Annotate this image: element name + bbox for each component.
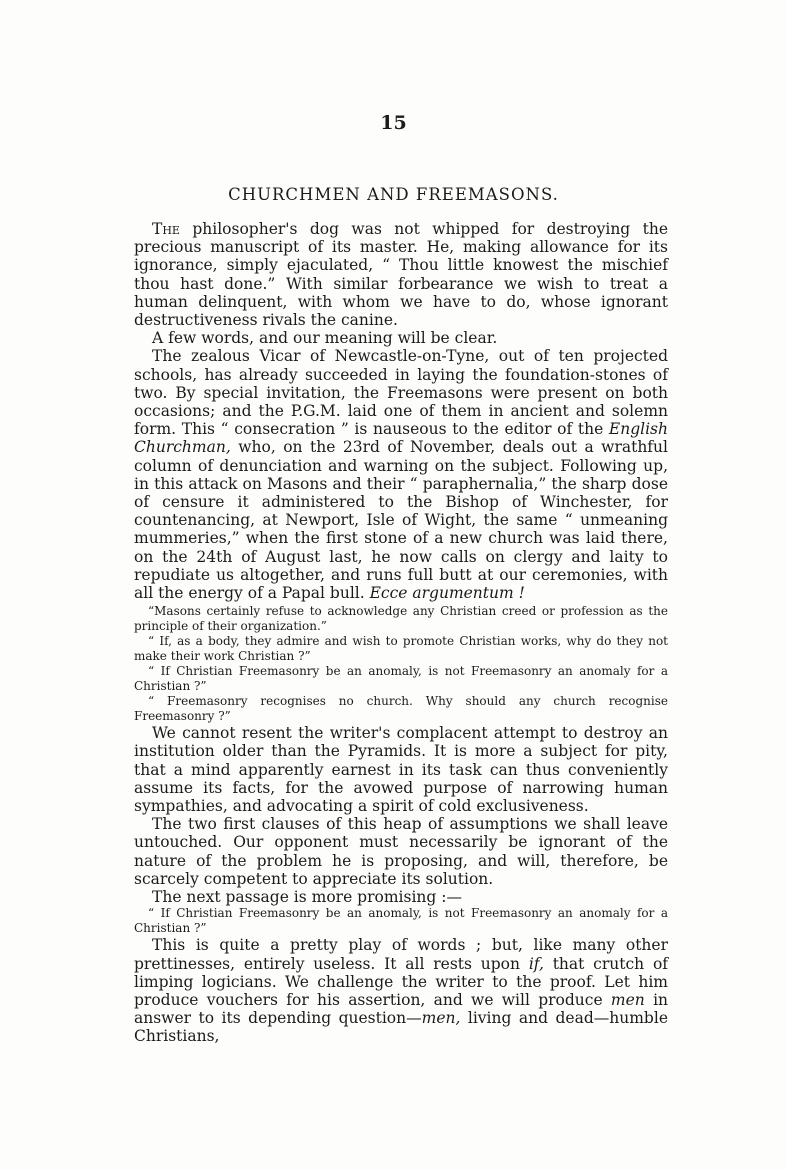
paragraph-7 xyxy=(134,936,668,1045)
emphasis-men: men xyxy=(610,990,645,1009)
quote-3: “ If Christian Freemasonry be an anomaly, is not Freemasonry an anomaly for a Christian ?” xyxy=(134,664,668,694)
quote-1: “Masons certainly refuse to acknowledge any Christian creed or profession as the principle of their organization.” xyxy=(134,604,668,634)
paragraph-7-text-d: living and dead—humble Christians, xyxy=(134,1009,668,1046)
paragraph-7-text-b: that crutch of limping logicians. We challenge the writer to the proof. Let him produce vouchers for his assertion, and we will produce xyxy=(134,954,669,1009)
paragraph-1 xyxy=(134,220,668,329)
paragraph-1-text: philosopher's dog was not whipped for destroying the precious manuscript of its master. He, making allowance for its ignorance, simply ejaculated, “ Thou little knowest the mischief thou hast done.” With similar forbearance we wish to treat a human delinquent, with whom we have to do, whose ignorant destructiveness rivals the canine. xyxy=(134,220,668,330)
newspaper-title: English Churchman, xyxy=(134,420,668,457)
emphasis-men-2: men, xyxy=(421,1009,461,1028)
paragraph-7-text-c: in answer to its depending question— xyxy=(134,990,669,1028)
article-body xyxy=(134,220,668,1046)
paragraph-5: The two first clauses of this heap of assumptions we shall leave untouched. Our opponent must necessarily be ignorant of the nature of the problem he is proposing, and will, therefore, be scarcely competent to appreciate its solution. xyxy=(134,815,668,888)
paragraph-2: A few words, and our meaning will be clear. xyxy=(152,329,498,348)
quote-2: “ If, as a body, they admire and wish to promote Christian works, why do they not make their work Christian ?” xyxy=(134,634,668,664)
latin-phrase: Ecce argumentum ! xyxy=(369,584,525,603)
paragraph-6: The next passage is more promising :— xyxy=(152,888,462,907)
paragraph-4: We cannot resent the writer's complacent attempt to destroy an institution older than the Pyramids. It is more a subject for pity, that a mind apparently earnest in its task can thus conveniently assume its facts, for the avowed purpose of narrowing human sympathies, and advocating a spirit of cold exclusiveness. xyxy=(134,724,668,816)
paragraph-3-text-b: who, on the 23rd of November, deals out a wrathful column of denunciation and warning on the subject. Following up, in this attack on Masons and their “ paraphernalia,” the sharp dose of censure it administered to the Bishop of Winchester, for countenancing, at Newport, Isle of Wight, the same “ unmeaning mummeries,” when the first stone of a new church was laid there, on the 24th of August last, he now calls on clergy and laity to repudiate us altogether, and runs full butt at our ceremonies, with all the energy of a Papal bull. xyxy=(134,438,668,603)
quote-4: “ Freemasonry recognises no church. Why should any church recognise Freemasonry ?” xyxy=(134,694,668,724)
paragraph-3 xyxy=(134,347,668,602)
article-title: CHURCHMEN AND FREEMASONS. xyxy=(228,185,559,204)
emphasis-if: if, xyxy=(528,954,544,973)
paragraph-3-text-a: The zealous Vicar of Newcastle-on-Tyne, out of ten projected schools, has already succeeded in laying the foundation-stones of two. By special invitation, the Freemasons were present on both occasions; and the P.G.M. laid one of them in ancient and solemn form. This “ consecration ” is nauseous to the editor of the xyxy=(134,347,668,439)
paragraph-7-text-a: This is quite a pretty play of words ; but, like many other prettinesses, entirely useless. It all rests upon xyxy=(134,936,668,973)
quote-5: “ If Christian Freemasonry be an anomaly, is not Freemasonry an anomaly for a Christian ?” xyxy=(134,906,668,936)
page-number: 15 xyxy=(380,112,407,134)
lead-word: The xyxy=(152,220,180,238)
quoted-passages xyxy=(134,604,668,724)
